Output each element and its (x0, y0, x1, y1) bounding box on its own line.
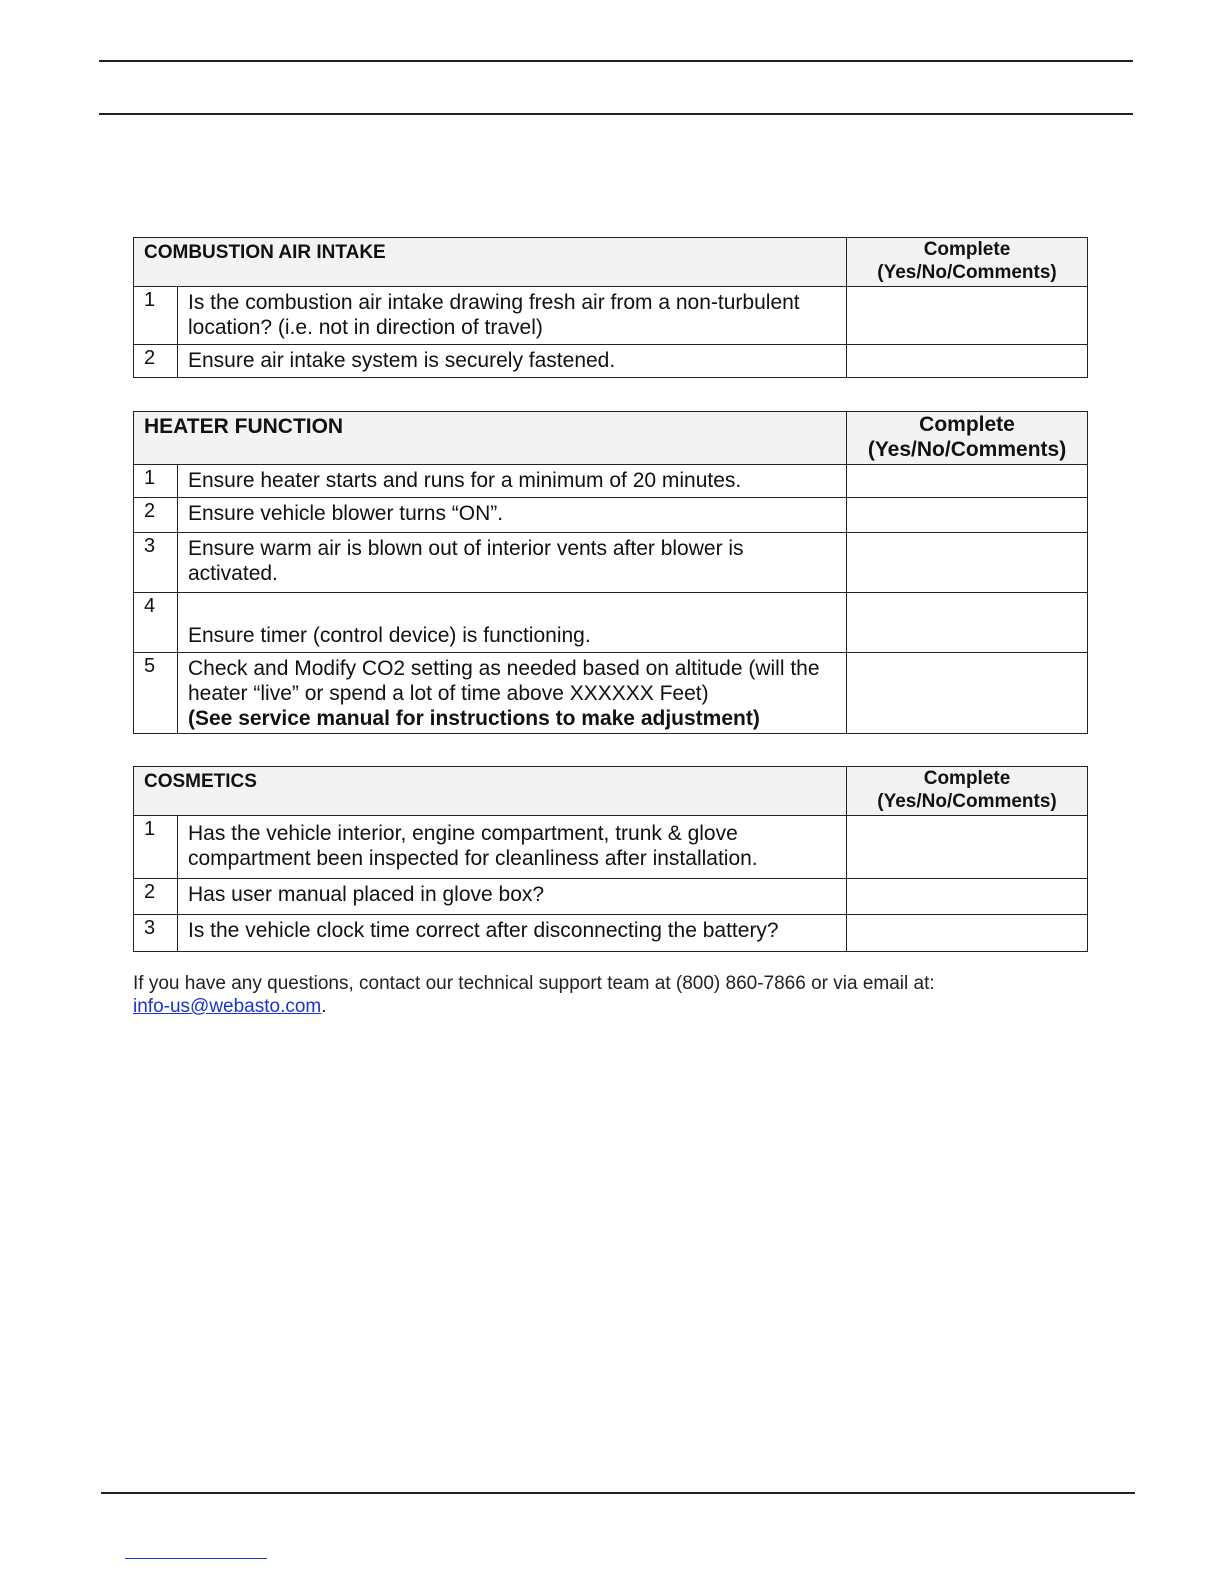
status-header-line1: Complete (923, 239, 1011, 260)
checklist-row (134, 465, 1088, 498)
status-header-line1: Complete (923, 768, 1011, 789)
checklist-row (134, 879, 1088, 915)
combustion-air-intake-table (133, 237, 1088, 378)
item-text: Has user manual placed in glove box? (178, 879, 847, 915)
item-text: Ensure timer (control device) is functioning. (178, 593, 847, 653)
status-cell[interactable] (847, 345, 1088, 378)
cosmetics-table (133, 766, 1088, 952)
support-email-link[interactable]: info-us@webasto.com (133, 996, 322, 1017)
item-text: Is the vehicle clock time correct after disconnecting the battery? (178, 915, 847, 952)
item-text: Ensure heater starts and runs for a minimum of 20 minutes. (178, 465, 847, 498)
item-text: Check and Modify CO2 setting as needed based on altitude (will the heater “live” or spend a lot of time above XXXXXX Feet) (188, 657, 820, 705)
checklist-row (134, 593, 1088, 653)
status-cell[interactable] (847, 533, 1088, 593)
item-text: Has the vehicle interior, engine compartment, trunk & glove compartment been inspected for cleanliness after installation. (178, 816, 847, 879)
header-rule-top (99, 60, 1133, 62)
checklist-row (134, 533, 1088, 593)
item-number: 1 (134, 816, 178, 879)
status-cell[interactable] (847, 498, 1088, 533)
status-cell[interactable] (847, 287, 1088, 345)
item-text: Ensure warm air is blown out of interior vents after blower is activated. (178, 533, 847, 593)
item-number: 3 (134, 533, 178, 593)
checklist-row (134, 653, 1088, 734)
item-number: 3 (134, 915, 178, 952)
item-text-cell (178, 653, 847, 734)
checklist-row (134, 498, 1088, 533)
checklist-row (134, 915, 1088, 952)
item-number: 2 (134, 879, 178, 915)
status-cell[interactable] (847, 879, 1088, 915)
section-title: HEATER FUNCTION (134, 412, 847, 465)
status-header-line2: (Yes/No/Comments) (877, 262, 1057, 283)
status-cell[interactable] (847, 465, 1088, 498)
status-cell[interactable] (847, 593, 1088, 653)
status-header-line2: (Yes/No/Comments) (877, 791, 1057, 812)
header-rule-bottom (99, 113, 1133, 115)
heater-function-table (133, 411, 1088, 734)
item-number: 2 (134, 498, 178, 533)
item-note: (See service manual for instructions to make adjustment) (188, 707, 760, 730)
checklist-row (134, 287, 1088, 345)
item-number: 5 (134, 653, 178, 734)
support-contact-note (133, 972, 1113, 1018)
footer-link-underline (125, 1558, 267, 1559)
status-cell[interactable] (847, 653, 1088, 734)
support-contact-trailing: . (321, 996, 327, 1017)
item-number: 1 (134, 465, 178, 498)
section-title: COMBUSTION AIR INTAKE (134, 238, 847, 287)
checklist-row (134, 345, 1088, 378)
item-text: Ensure vehicle blower turns “ON”. (178, 498, 847, 533)
footer-rule (101, 1492, 1135, 1494)
support-contact-text: If you have any questions, contact our technical support team at (800) 860-7866 or via email at: (133, 973, 935, 994)
item-number: 1 (134, 287, 178, 345)
item-text: Ensure air intake system is securely fastened. (178, 345, 847, 378)
checklist-row (134, 816, 1088, 879)
status-cell[interactable] (847, 915, 1088, 952)
item-number: 2 (134, 345, 178, 378)
item-text: Is the combustion air intake drawing fresh air from a non-turbulent location? (i.e. not in direction of travel) (178, 287, 847, 345)
section-title: COSMETICS (134, 767, 847, 816)
status-column-header (847, 767, 1088, 816)
status-column-header (847, 412, 1088, 465)
item-number: 4 (134, 593, 178, 653)
status-header-line1: Complete (919, 413, 1015, 436)
status-column-header (847, 238, 1088, 287)
status-header-line2: (Yes/No/Comments) (867, 438, 1067, 461)
status-cell[interactable] (847, 816, 1088, 879)
